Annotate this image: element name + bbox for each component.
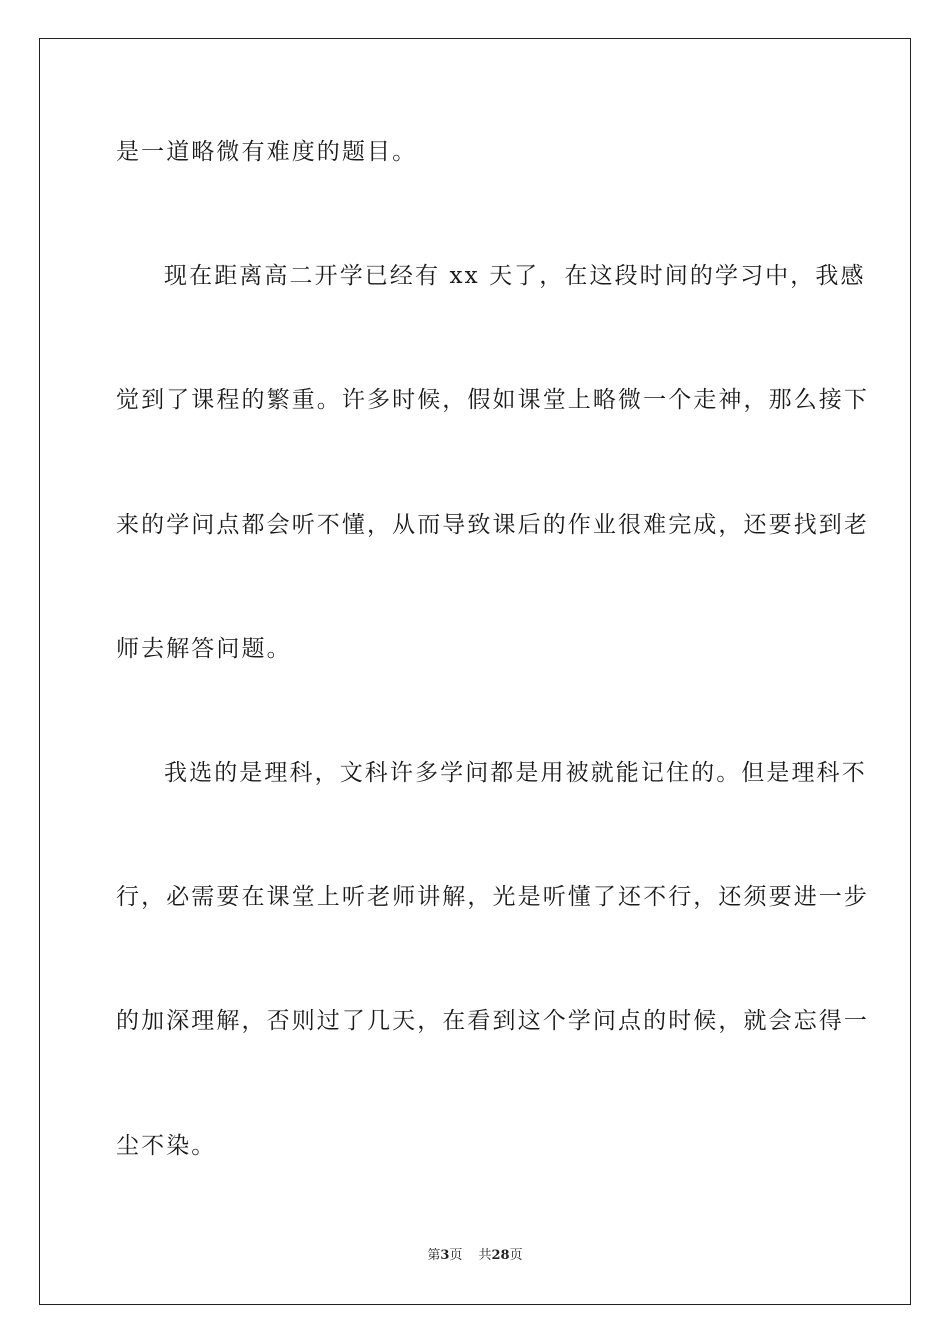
page-border	[39, 38, 911, 1305]
total-suffix: 页	[509, 1248, 523, 1263]
paragraph-line: 我选的是理科，文科许多学问都是用被就能记住的。但是理科不	[164, 760, 867, 786]
page-suffix: 页	[449, 1248, 463, 1263]
current-page-number: 3	[440, 1248, 450, 1263]
paragraph-line: 来的学问点都会听不懂，从而导致课后的作业很难完成，还要找到老	[116, 512, 869, 538]
paragraph-line: 的加深理解，否则过了几天，在看到这个学问点的时候，就会忘得一	[116, 1008, 869, 1034]
total-page-number: 28	[491, 1248, 510, 1263]
paragraph-line: 尘不染。	[116, 1133, 217, 1159]
paragraph-line: 觉到了课程的繁重。许多时候，假如课堂上略微一个走神，那么接下	[116, 387, 869, 413]
paragraph-line: 行，必需要在课堂上听老师讲解，光是听懂了还不行，还须要进一步	[116, 884, 869, 910]
page-footer	[0, 1247, 950, 1265]
paragraph-line: 现在距离高二开学已经有 xx 天了，在这段时间的学习中，我感	[164, 263, 866, 289]
page-prefix: 第	[427, 1248, 441, 1263]
paragraph-line: 是一道略微有难度的题目。	[116, 139, 418, 165]
total-prefix: 共	[478, 1248, 492, 1263]
paragraph-line: 师去解答问题。	[116, 636, 292, 662]
